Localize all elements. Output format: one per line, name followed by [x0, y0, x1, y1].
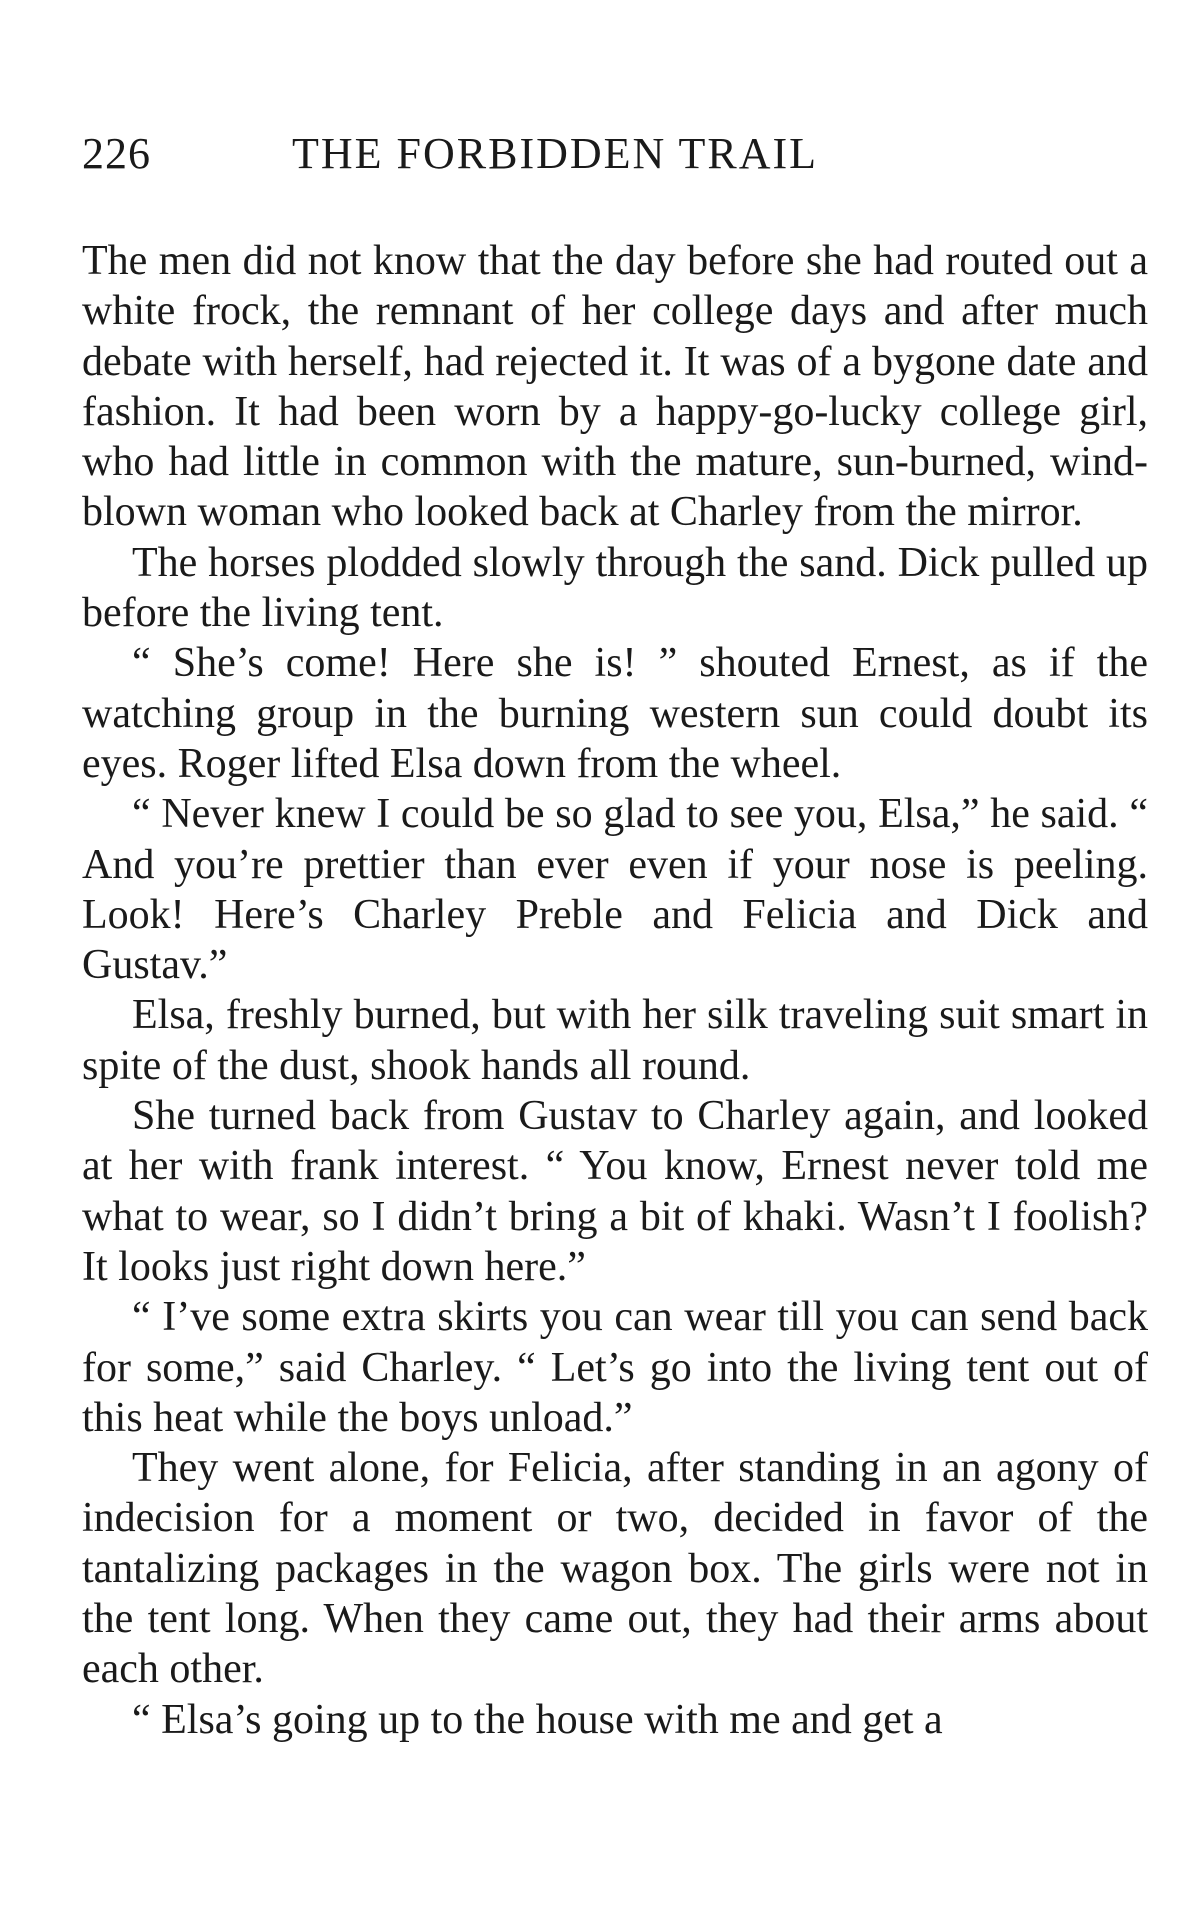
- paragraph-8: They went alone, for Felicia, after standing in an agony of indecision for a moment or two, decided in favor of the tantalizing packages in the wagon box. The girls were not in the tent long. When they came out, they had their arms about each other.: [82, 1445, 1148, 1693]
- body-text: [82, 236, 1148, 1745]
- paragraph-7: “ I’ve some extra skirts you can wear till you can send back for some,” said Charley. “ Let’s go into the living tent out of this heat while the boys unload.”: [82, 1294, 1148, 1441]
- paragraph-2: The horses plodded slowly through the sand. Dick pulled up before the living tent.: [82, 539, 1148, 637]
- paragraph-4: “ Never knew I could be so glad to see you, Elsa,” he said. “ And you’re prettier than ever even if your nose is peeling. Look! Here’s Charley Preble and Felicia and Dick and Gustav.”: [82, 791, 1148, 989]
- running-title: THE FORBIDDEN TRAIL: [292, 129, 819, 178]
- paragraph-1: The men did not know that the day before she had routed out a white frock, the remnant of her college days and after much debate with herself, had rejected it. It was of a bygone date and fashion. It had been worn by a happy-go-lucky college girl, who had little in common with the mature, sun-burned, wind-blown woman who looked back at Charley from the mirror.: [82, 238, 1148, 536]
- paragraph-9: “ Elsa’s going up to the house with me and get a: [132, 1696, 943, 1743]
- book-page: [82, 128, 1148, 1745]
- paragraph-5: Elsa, freshly burned, but with her silk traveling suit smart in spite of the dust, shook hands all round.: [82, 992, 1148, 1089]
- page-number: 226: [82, 129, 151, 178]
- paragraph-3: “ She’s come! Here she is! ” shouted Ernest, as if the watching group in the burning western sun could doubt its eyes. Roger lifted Elsa down from the wheel.: [82, 640, 1148, 787]
- paragraph-6: She turned back from Gustav to Charley again, and looked at her with frank interest. “ You know, Ernest never told me what to wear, so I didn’t bring a bit of khaki. Wasn’t I foolish? It looks just right down here.”: [82, 1093, 1148, 1290]
- running-head: [82, 128, 1148, 188]
